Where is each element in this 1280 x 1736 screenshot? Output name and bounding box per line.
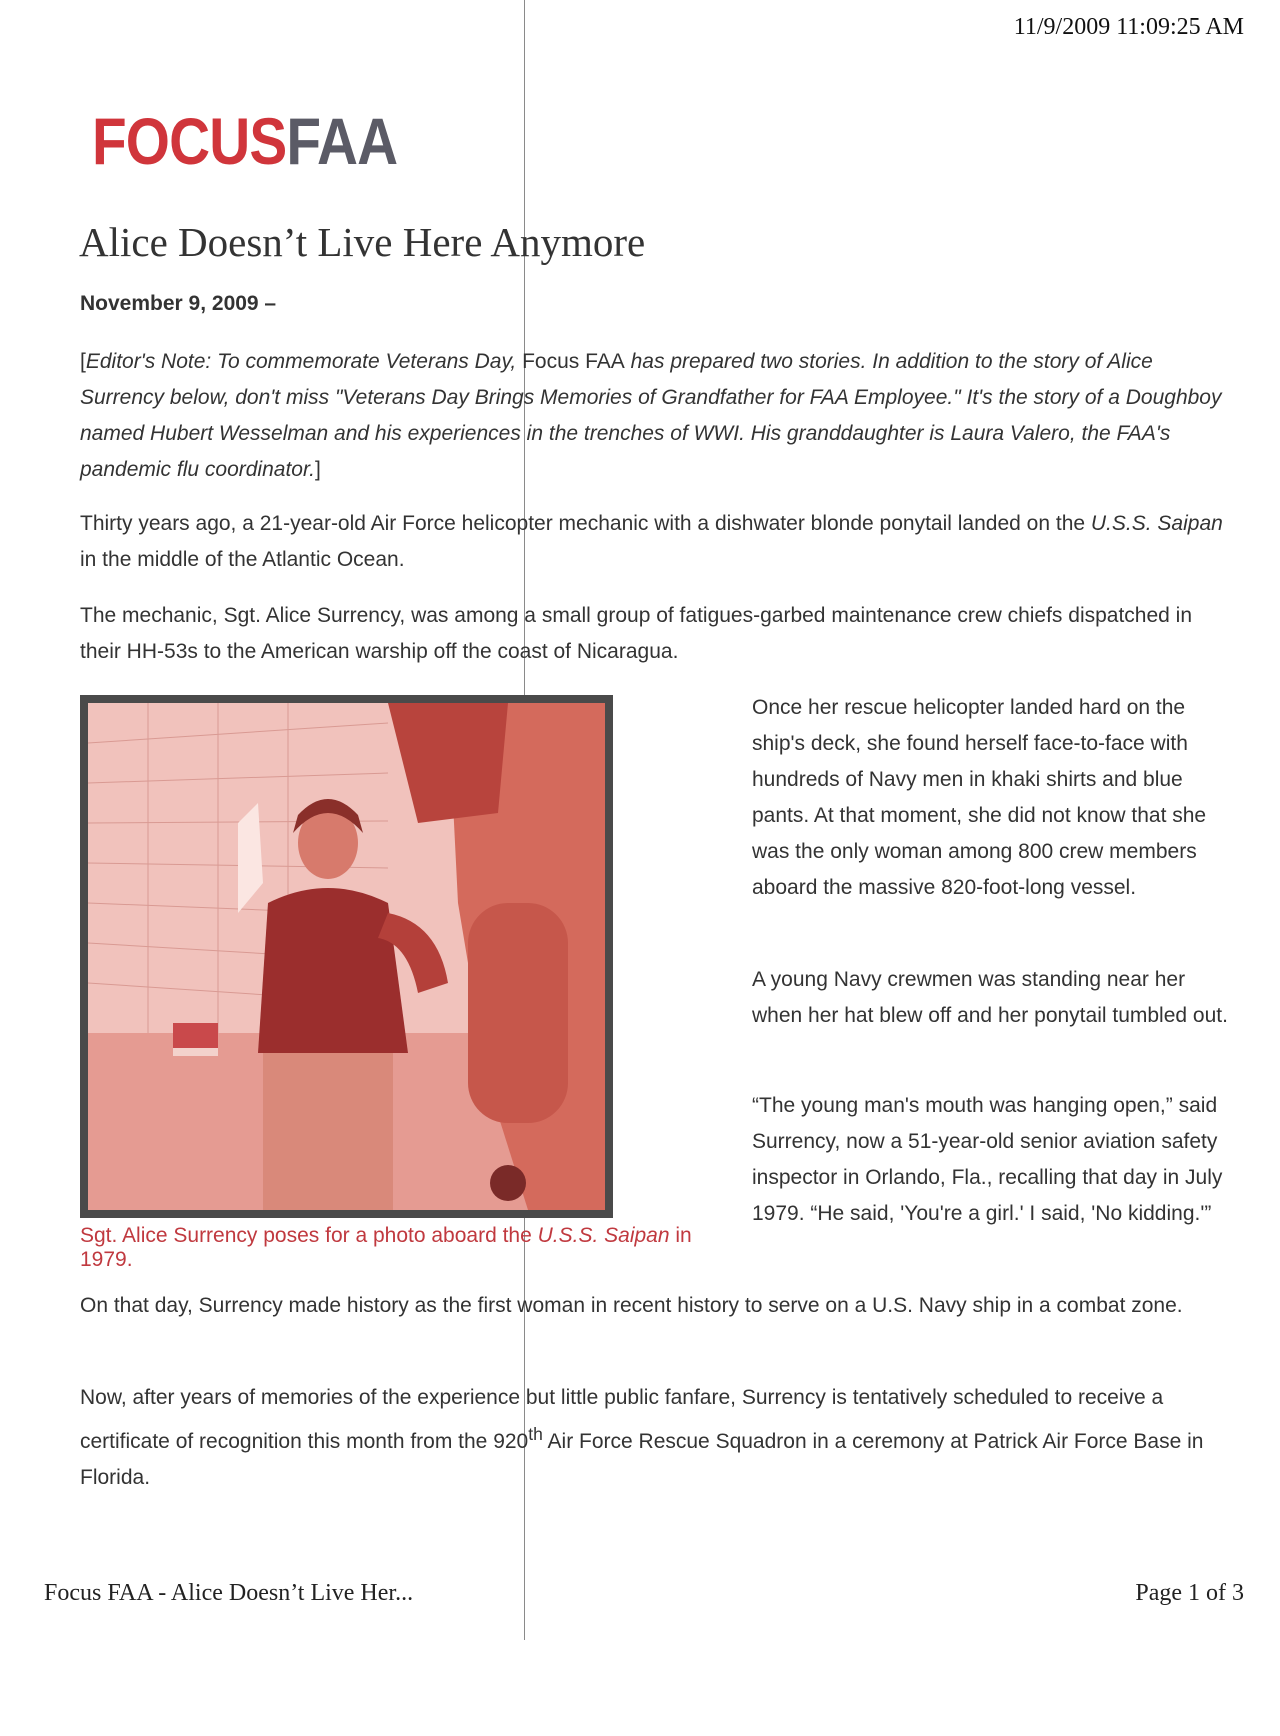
caption-ship-name: U.S.S. Saipan xyxy=(537,1224,670,1247)
logo-faa: FAA xyxy=(286,104,398,178)
caption-tail: in 1979. xyxy=(80,1224,692,1271)
footer-page-number: Page 1 of 3 xyxy=(1135,1580,1244,1606)
paragraph-3: Once her rescue helicopter landed hard on the ship's deck, she found herself face-to-face with hundreds of Navy men in khaki shirts and blue pants. At that moment, she did not know that she was the only woman among 800 crew members aboard the massive 820-foot-long vessel. xyxy=(752,696,1207,899)
editor-note-publication: Focus FAA xyxy=(522,350,625,373)
editor-note-italic-1: Editor's Note: To commemorate Veterans Day, xyxy=(85,350,523,373)
caption-text: Sgt. Alice Surrency poses for a photo aboard the xyxy=(80,1224,538,1247)
ship-name: U.S.S. Saipan xyxy=(1090,512,1223,535)
article-date: November 9, 2009 – xyxy=(80,292,277,315)
photo-caption xyxy=(80,1224,740,1272)
paragraph-4: A young Navy crewmen was standing near her when her hat blew off and her ponytail tumbled out. xyxy=(752,968,1228,1027)
paragraph-7 xyxy=(80,1380,1230,1496)
logo-focus: FOCUS xyxy=(92,104,287,178)
paragraph-6: On that day, Surrency made history as the first woman in recent history to serve on a U.S. Navy ship in a combat zone. xyxy=(80,1294,1183,1317)
bracket-open: [ xyxy=(80,350,86,373)
editor-note-italic-2: has prepared two stories. In addition to the story of Alice Surrency below, don't miss "Veterans Day Brings Memories of Grandfather for FAA Employee." It's the story of a Doughboy named Hubert Wesselman and his experiences in the trenches of WWI. His granddaughter is Laura Valero, the FAA's pandemic flu coordinator. xyxy=(80,350,1222,481)
article-title: Alice Doesn’t Live Here Anymore xyxy=(79,219,646,265)
print-timestamp: 11/9/2009 11:09:25 AM xyxy=(1013,14,1244,40)
photo-image xyxy=(88,703,605,1210)
paragraph-2: The mechanic, Sgt. Alice Surrency, was among a small group of fatigues-garbed maintenance crew chiefs dispatched in their HH-53s to the American warship off the coast of Nicaragua. xyxy=(80,604,1193,663)
paragraph-7-tail: Air Force Rescue Squadron in a ceremony at Patrick Air Force Base in Florida. xyxy=(80,1430,1204,1489)
article-photo xyxy=(80,695,613,1218)
bracket-close: ] xyxy=(315,458,321,481)
paragraph-1-text: Thirty years ago, a 21-year-old Air Force helicopter mechanic with a dishwater blonde ponytail landed on the xyxy=(80,512,1091,535)
paragraph-5: “The young man's mouth was hanging open,” said Surrency, now a 51-year-old senior aviation safety inspector in Orlando, Fla., recalling that day in July 1979. “He said, 'You're a girl.' I said, 'No kidding.'” xyxy=(752,1094,1223,1225)
editor-note xyxy=(80,344,1230,488)
paragraph-1-tail: in the middle of the Atlantic Ocean. xyxy=(80,548,405,571)
footer-page-title: Focus FAA - Alice Doesn’t Live Her... xyxy=(44,1580,414,1606)
paragraph-1 xyxy=(80,506,1230,578)
paragraph-7-text: Now, after years of memories of the experience but little public fanfare, Surrency is tentatively scheduled to receive a certificate of recognition this month from the 920 xyxy=(80,1386,1164,1453)
photo-illustration xyxy=(88,703,605,1210)
ordinal-superscript: th xyxy=(528,1424,543,1444)
focus-faa-logo xyxy=(92,104,398,178)
